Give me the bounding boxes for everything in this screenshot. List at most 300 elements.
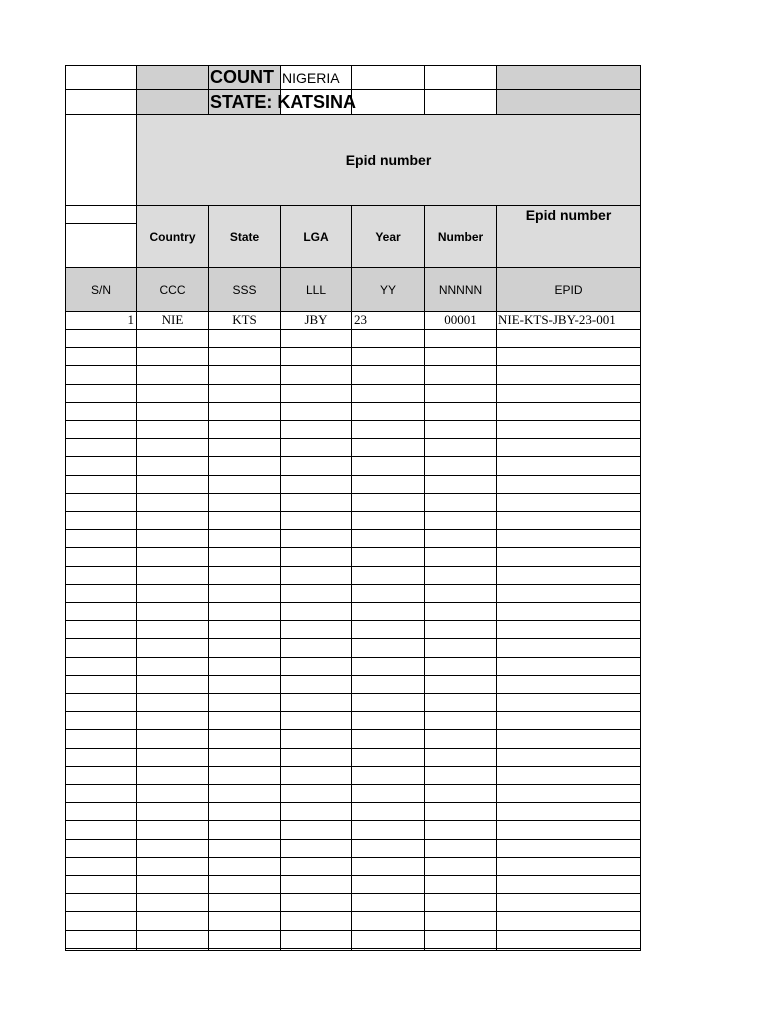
table-cell[interactable] (424, 930, 497, 949)
table-cell[interactable] (136, 657, 209, 676)
number-value: 00001 (444, 312, 477, 327)
table-cell[interactable] (280, 402, 352, 421)
table-cell[interactable] (424, 711, 497, 730)
table-cell[interactable] (65, 529, 137, 548)
table-cell[interactable] (424, 402, 497, 421)
code-label: EPID (554, 282, 583, 297)
table-cell[interactable] (136, 729, 209, 749)
table-cell[interactable] (280, 329, 352, 348)
table-cell[interactable] (424, 766, 497, 785)
table-cell[interactable] (280, 493, 352, 512)
table-cell[interactable] (136, 875, 209, 894)
table-cell[interactable] (351, 802, 425, 821)
table-cell[interactable] (496, 839, 641, 858)
table-cell[interactable] (65, 438, 137, 457)
table-cell[interactable] (280, 729, 352, 749)
sn-value: 1 (127, 312, 134, 327)
table-cell[interactable] (65, 311, 137, 330)
table-cell[interactable] (351, 456, 425, 476)
table-cell[interactable] (351, 784, 425, 803)
column-header-label: LGA (303, 229, 329, 244)
table-cell[interactable] (280, 784, 352, 803)
table-cell[interactable] (136, 766, 209, 785)
table-cell[interactable] (65, 384, 137, 403)
table-cell[interactable] (65, 911, 137, 931)
table-cell[interactable] (424, 438, 497, 457)
table-cell[interactable] (280, 693, 352, 712)
epid-title: Epid number (345, 152, 432, 168)
table-cell[interactable] (496, 857, 641, 876)
table-cell[interactable] (136, 420, 209, 439)
table-cell[interactable] (424, 456, 497, 476)
code-label: YY (379, 282, 396, 297)
blank-cell[interactable] (496, 89, 641, 115)
table-cell[interactable] (496, 784, 641, 803)
table-cell[interactable] (496, 493, 641, 512)
table-cell[interactable] (424, 748, 497, 767)
table-cell[interactable] (208, 511, 281, 530)
table-cell[interactable] (351, 402, 425, 421)
table-cell[interactable] (136, 802, 209, 821)
table-cell[interactable] (351, 420, 425, 439)
table-cell[interactable] (136, 365, 209, 385)
table-cell[interactable] (136, 547, 209, 567)
table-cell[interactable] (280, 748, 352, 767)
table-cell[interactable] (496, 711, 641, 730)
blank-cell[interactable] (136, 89, 209, 115)
table-cell[interactable] (280, 911, 352, 931)
code-cell (280, 267, 352, 312)
table-cell[interactable] (351, 657, 425, 676)
table-cell[interactable] (280, 638, 352, 658)
table-cell[interactable] (424, 911, 497, 931)
table-cell[interactable] (65, 948, 137, 951)
table-cell[interactable] (496, 802, 641, 821)
table-cell[interactable] (496, 911, 641, 931)
table-cell[interactable] (65, 547, 137, 567)
table-cell[interactable] (280, 347, 352, 366)
lga-value: JBY (304, 312, 328, 327)
table-cell[interactable] (351, 948, 425, 951)
state-label-cell[interactable] (208, 89, 356, 115)
table-cell[interactable] (65, 511, 137, 530)
table-cell[interactable] (280, 657, 352, 676)
table-cell[interactable] (136, 748, 209, 767)
table-cell[interactable] (496, 365, 641, 385)
table-cell[interactable] (351, 911, 425, 931)
table-cell[interactable] (424, 384, 497, 403)
table-cell[interactable] (65, 857, 137, 876)
table-cell[interactable] (65, 620, 137, 639)
code-cell (208, 267, 281, 312)
blank-cell[interactable] (424, 89, 497, 115)
column-header-epid (496, 205, 641, 268)
table-cell[interactable] (280, 802, 352, 821)
table-cell[interactable] (65, 766, 137, 785)
column-header-country (136, 205, 209, 268)
table-cell[interactable] (496, 930, 641, 949)
table-cell[interactable] (65, 347, 137, 366)
table-cell[interactable] (351, 875, 425, 894)
epid-header-label: Epid number (525, 207, 612, 223)
table-cell[interactable] (351, 493, 425, 512)
blank-cell[interactable] (351, 89, 425, 115)
table-cell[interactable] (351, 329, 425, 348)
blank-cell[interactable] (136, 65, 209, 90)
table-cell[interactable] (424, 857, 497, 876)
table-cell[interactable] (280, 547, 352, 567)
table-cell[interactable] (280, 893, 352, 912)
table-cell[interactable] (424, 820, 497, 840)
table-cell[interactable] (65, 420, 137, 439)
table-cell[interactable] (208, 820, 281, 840)
blank-cell[interactable] (351, 65, 425, 90)
table-cell[interactable] (280, 584, 352, 603)
table-cell[interactable] (351, 547, 425, 567)
table-cell[interactable] (280, 711, 352, 730)
table-cell[interactable] (496, 420, 641, 439)
state-value: KTS (232, 312, 257, 327)
table-cell[interactable] (208, 748, 281, 767)
table-cell[interactable] (208, 711, 281, 730)
table-cell[interactable] (136, 620, 209, 639)
table-cell[interactable] (136, 529, 209, 548)
table-cell[interactable] (65, 711, 137, 730)
table-cell[interactable] (280, 766, 352, 785)
table-cell[interactable] (208, 930, 281, 949)
table-cell[interactable] (208, 766, 281, 785)
table-cell[interactable] (208, 875, 281, 894)
table-cell[interactable] (424, 475, 497, 494)
table-cell[interactable] (136, 584, 209, 603)
country-value: NIE (161, 312, 184, 327)
table-cell[interactable] (208, 857, 281, 876)
table-cell[interactable] (208, 675, 281, 694)
country-label-cell[interactable] (208, 65, 281, 90)
table-cell[interactable] (496, 620, 641, 639)
country-value: NIGERIA (282, 70, 340, 86)
table-cell[interactable] (136, 820, 209, 840)
table-cell[interactable] (208, 329, 281, 348)
table-cell[interactable] (136, 456, 209, 476)
table-cell[interactable] (424, 365, 497, 385)
country-label: COUNT (210, 67, 274, 87)
table-cell[interactable] (280, 475, 352, 494)
table-cell[interactable] (208, 547, 281, 567)
table-cell[interactable] (136, 511, 209, 530)
table-cell[interactable] (65, 329, 137, 348)
blank-cell[interactable] (65, 65, 137, 90)
code-cell (496, 267, 641, 312)
table-cell[interactable] (351, 384, 425, 403)
table-cell[interactable] (496, 729, 641, 749)
table-cell[interactable] (136, 911, 209, 931)
table-cell[interactable] (65, 566, 137, 585)
table-cell[interactable] (496, 402, 641, 421)
table-cell[interactable] (351, 930, 425, 949)
table-cell[interactable] (208, 438, 281, 457)
column-header-number (424, 205, 497, 268)
table-cell[interactable] (424, 547, 497, 567)
table-cell[interactable] (280, 365, 352, 385)
table-cell[interactable] (65, 693, 137, 712)
table-cell[interactable] (351, 475, 425, 494)
table-cell[interactable] (351, 566, 425, 585)
table-cell[interactable] (424, 802, 497, 821)
table-cell[interactable] (496, 529, 641, 548)
table-cell[interactable] (351, 748, 425, 767)
epid-title-cell (136, 114, 641, 206)
code-cell (136, 267, 209, 312)
table-cell[interactable] (208, 529, 281, 548)
table-cell[interactable] (496, 329, 641, 348)
table-cell[interactable] (351, 675, 425, 694)
table-cell[interactable] (136, 839, 209, 858)
code-label: CCC (159, 282, 186, 297)
table-cell[interactable] (424, 839, 497, 858)
table-cell[interactable] (136, 638, 209, 658)
table-cell[interactable] (65, 802, 137, 821)
table-cell[interactable] (136, 693, 209, 712)
table-cell[interactable] (136, 602, 209, 621)
table-cell[interactable] (351, 857, 425, 876)
table-cell[interactable] (65, 748, 137, 767)
table-cell[interactable] (496, 602, 641, 621)
table-cell[interactable] (280, 875, 352, 894)
table-cell[interactable] (351, 820, 425, 840)
table-cell[interactable] (208, 347, 281, 366)
table-cell[interactable] (65, 475, 137, 494)
table-cell[interactable] (65, 675, 137, 694)
table-cell[interactable] (496, 511, 641, 530)
column-header-label: Number (437, 229, 484, 244)
table-cell[interactable] (208, 420, 281, 439)
table-cell[interactable] (424, 675, 497, 694)
code-cell (65, 267, 137, 312)
table-cell[interactable] (65, 638, 137, 658)
table-cell[interactable] (424, 729, 497, 749)
table-cell[interactable] (65, 602, 137, 621)
table-cell[interactable] (136, 675, 209, 694)
table-cell[interactable] (65, 893, 137, 912)
table-cell[interactable] (65, 584, 137, 603)
table-cell[interactable] (424, 311, 497, 330)
table-cell[interactable] (496, 875, 641, 894)
table-cell[interactable] (136, 566, 209, 585)
blank-cell[interactable] (424, 65, 497, 90)
table-cell[interactable] (208, 311, 281, 330)
table-cell[interactable] (280, 511, 352, 530)
table-cell[interactable] (136, 347, 209, 366)
table-cell[interactable] (65, 729, 137, 749)
table-cell[interactable] (424, 620, 497, 639)
table-cell[interactable] (424, 329, 497, 348)
table-cell[interactable] (351, 347, 425, 366)
table-cell[interactable] (280, 620, 352, 639)
table-cell[interactable] (280, 602, 352, 621)
state-label: STATE: KATSINA (210, 92, 356, 112)
table-cell[interactable] (351, 584, 425, 603)
table-cell[interactable] (496, 657, 641, 676)
table-cell[interactable] (496, 820, 641, 840)
table-cell[interactable] (65, 493, 137, 512)
table-cell[interactable] (496, 566, 641, 585)
table-cell[interactable] (351, 729, 425, 749)
code-label: S/N (90, 282, 111, 297)
table-cell[interactable] (136, 438, 209, 457)
table-cell[interactable] (136, 475, 209, 494)
table-cell[interactable] (208, 802, 281, 821)
table-cell[interactable] (424, 638, 497, 658)
table-cell[interactable] (65, 456, 137, 476)
table-cell[interactable] (424, 511, 497, 530)
table-cell[interactable] (208, 602, 281, 621)
table-cell[interactable] (496, 893, 641, 912)
table-cell[interactable] (496, 584, 641, 603)
blank-cell[interactable] (65, 89, 137, 115)
table-cell[interactable] (280, 529, 352, 548)
country-value-cell[interactable] (280, 65, 352, 90)
table-cell[interactable] (136, 493, 209, 512)
table-cell[interactable] (351, 365, 425, 385)
table-cell[interactable] (280, 438, 352, 457)
epid-value: NIE-KTS-JBY-23-001 (498, 312, 616, 327)
table-cell[interactable] (351, 693, 425, 712)
table-cell[interactable] (424, 657, 497, 676)
table-cell[interactable] (424, 602, 497, 621)
table-cell[interactable] (496, 638, 641, 658)
blank-cell[interactable] (496, 65, 641, 90)
table-cell[interactable] (136, 857, 209, 876)
table-cell[interactable] (496, 347, 641, 366)
table-cell[interactable] (136, 784, 209, 803)
table-cell[interactable] (280, 420, 352, 439)
table-cell[interactable] (208, 893, 281, 912)
table-cell[interactable] (351, 766, 425, 785)
table-cell[interactable] (424, 948, 497, 951)
table-cell[interactable] (208, 620, 281, 639)
table-cell[interactable] (136, 402, 209, 421)
table-cell[interactable] (496, 547, 641, 567)
table-cell[interactable] (496, 948, 641, 951)
table-cell[interactable] (208, 584, 281, 603)
table-cell[interactable] (424, 347, 497, 366)
table-cell[interactable] (208, 493, 281, 512)
code-cell (424, 267, 497, 312)
table-cell[interactable] (496, 475, 641, 494)
table-cell[interactable] (351, 529, 425, 548)
table-cell[interactable] (496, 438, 641, 457)
blank-cell[interactable] (65, 223, 137, 268)
table-cell[interactable] (496, 384, 641, 403)
table-cell[interactable] (280, 930, 352, 949)
table-cell[interactable] (280, 857, 352, 876)
table-cell[interactable] (208, 911, 281, 931)
column-header-label: Year (375, 229, 401, 244)
table-cell[interactable] (424, 420, 497, 439)
table-cell[interactable] (208, 729, 281, 749)
table-cell[interactable] (136, 948, 209, 951)
table-cell[interactable] (496, 693, 641, 712)
table-cell[interactable] (65, 784, 137, 803)
table-cell[interactable] (208, 693, 281, 712)
table-cell[interactable] (208, 456, 281, 476)
table-cell[interactable] (65, 875, 137, 894)
table-cell[interactable] (208, 948, 281, 951)
table-cell[interactable] (136, 311, 209, 330)
table-cell[interactable] (280, 456, 352, 476)
table-cell[interactable] (424, 875, 497, 894)
table-cell[interactable] (351, 311, 425, 330)
table-cell[interactable] (65, 402, 137, 421)
table-cell[interactable] (424, 493, 497, 512)
table-cell[interactable] (65, 820, 137, 840)
table-cell[interactable] (208, 784, 281, 803)
table-cell[interactable] (65, 365, 137, 385)
table-cell[interactable] (496, 456, 641, 476)
table-cell[interactable] (424, 693, 497, 712)
table-cell[interactable] (136, 384, 209, 403)
table-cell[interactable] (496, 748, 641, 767)
table-cell[interactable] (351, 638, 425, 658)
blank-cell[interactable] (65, 205, 137, 224)
table-cell[interactable] (351, 711, 425, 730)
table-cell[interactable] (208, 384, 281, 403)
table-cell[interactable] (351, 839, 425, 858)
table-cell[interactable] (351, 893, 425, 912)
table-cell[interactable] (280, 948, 352, 951)
column-header-lga (280, 205, 352, 268)
table-cell[interactable] (208, 638, 281, 658)
table-cell[interactable] (280, 566, 352, 585)
table-cell[interactable] (351, 438, 425, 457)
table-cell[interactable] (280, 384, 352, 403)
table-cell[interactable] (65, 657, 137, 676)
table-cell[interactable] (280, 311, 352, 330)
table-cell[interactable] (136, 893, 209, 912)
table-cell[interactable] (496, 766, 641, 785)
table-cell[interactable] (136, 930, 209, 949)
table-cell[interactable] (280, 675, 352, 694)
table-cell[interactable] (208, 566, 281, 585)
table-cell[interactable] (424, 566, 497, 585)
table-cell[interactable] (136, 711, 209, 730)
table-cell[interactable] (496, 311, 641, 330)
table-cell[interactable] (424, 529, 497, 548)
table-cell[interactable] (351, 602, 425, 621)
code-label: LLL (305, 282, 327, 297)
table-cell[interactable] (136, 329, 209, 348)
table-cell[interactable] (280, 820, 352, 840)
table-cell[interactable] (208, 365, 281, 385)
table-cell[interactable] (208, 402, 281, 421)
table-cell[interactable] (208, 475, 281, 494)
column-header-state (208, 205, 281, 268)
table-cell[interactable] (208, 839, 281, 858)
table-cell[interactable] (351, 511, 425, 530)
table-cell[interactable] (65, 839, 137, 858)
table-cell[interactable] (65, 930, 137, 949)
table-cell[interactable] (424, 893, 497, 912)
table-cell[interactable] (280, 839, 352, 858)
table-cell[interactable] (424, 584, 497, 603)
code-cell (351, 267, 425, 312)
table-cell[interactable] (496, 675, 641, 694)
table-cell[interactable] (208, 657, 281, 676)
table-cell[interactable] (424, 784, 497, 803)
blank-cell[interactable] (65, 114, 137, 206)
table-cell[interactable] (351, 620, 425, 639)
